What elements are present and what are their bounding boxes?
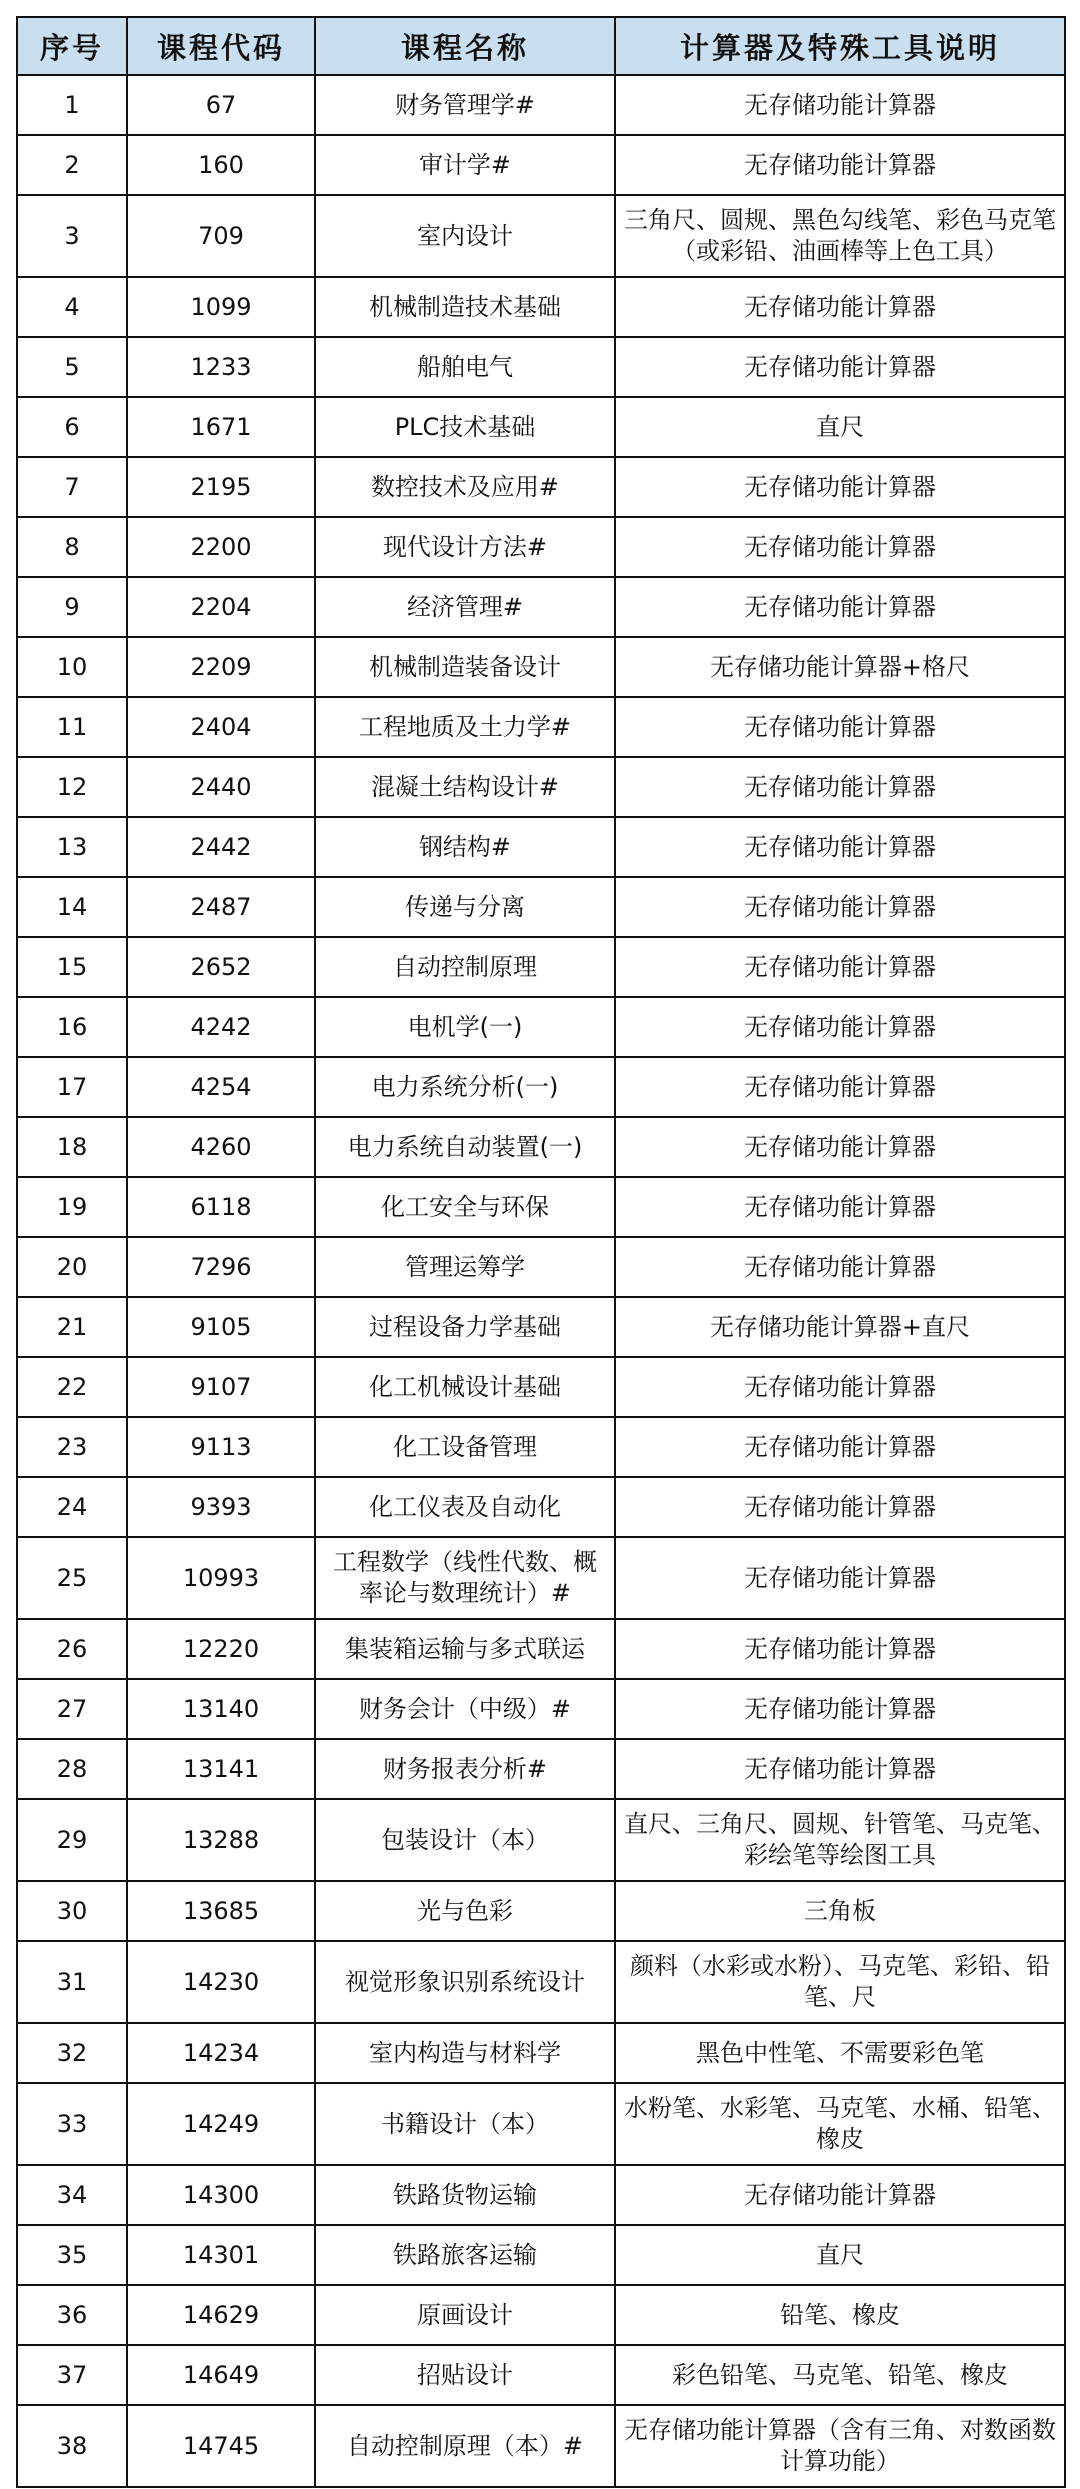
tools-cell: 无存储功能计算器 [615, 757, 1065, 817]
tools-cell: 无存储功能计算器+直尺 [615, 1297, 1065, 1357]
course-name-cell: 铁路货物运输 [315, 2165, 615, 2225]
table-row [17, 1537, 1065, 1619]
course-name-cell: 数控技术及应用# [315, 457, 615, 517]
serial-number-cell: 28 [17, 1739, 127, 1799]
tools-cell: 无存储功能计算器 [615, 1117, 1065, 1177]
course-code-cell: 13288 [127, 1799, 315, 1881]
table-row [17, 2083, 1065, 2165]
tools-cell: 无存储功能计算器+格尺 [615, 637, 1065, 697]
table-row [17, 2285, 1065, 2345]
serial-number-cell: 35 [17, 2225, 127, 2285]
table-row [17, 1881, 1065, 1941]
course-name-cell: 船舶电气 [315, 337, 615, 397]
serial-number-cell: 14 [17, 877, 127, 937]
tools-cell: 无存储功能计算器 [615, 1477, 1065, 1537]
tools-cell: 无存储功能计算器 [615, 457, 1065, 517]
serial-number-cell: 11 [17, 697, 127, 757]
table-row [17, 517, 1065, 577]
table-row [17, 1477, 1065, 1537]
tools-cell: 无存储功能计算器 [615, 1739, 1065, 1799]
course-name-cell: 电力系统分析(一) [315, 1057, 615, 1117]
table-row [17, 577, 1065, 637]
table-row [17, 997, 1065, 1057]
course-name-cell: 自动控制原理 [315, 937, 615, 997]
course-name-cell: 混凝土结构设计# [315, 757, 615, 817]
table-row [17, 2023, 1065, 2083]
table-row [17, 195, 1065, 277]
course-name-cell: 铁路旅客运输 [315, 2225, 615, 2285]
tools-cell: 黑色中性笔、不需要彩色笔 [615, 2023, 1065, 2083]
course-name-cell: 视觉形象识别系统设计 [315, 1941, 615, 2023]
course-name-cell: 审计学# [315, 135, 615, 195]
tools-cell: 无存储功能计算器 [615, 1679, 1065, 1739]
course-name-cell: 机械制造装备设计 [315, 637, 615, 697]
serial-number-cell: 36 [17, 2285, 127, 2345]
tools-cell: 无存储功能计算器（含有三角、对数函数计算功能） [615, 2405, 1065, 2487]
tools-cell: 无存储功能计算器 [615, 135, 1065, 195]
tools-cell: 无存储功能计算器 [615, 1357, 1065, 1417]
course-code-cell: 4254 [127, 1057, 315, 1117]
tools-cell: 无存储功能计算器 [615, 1057, 1065, 1117]
course-code-cell: 13685 [127, 1881, 315, 1941]
course-code-cell: 13140 [127, 1679, 315, 1739]
table-row [17, 1237, 1065, 1297]
course-name-cell: 工程数学（线性代数、概率论与数理统计）# [315, 1537, 615, 1619]
table-row [17, 1739, 1065, 1799]
tools-cell: 无存储功能计算器 [615, 2165, 1065, 2225]
course-code-cell: 2440 [127, 757, 315, 817]
course-name-cell: 化工安全与环保 [315, 1177, 615, 1237]
course-code-cell: 2652 [127, 937, 315, 997]
course-name-cell: 书籍设计（本） [315, 2083, 615, 2165]
table-row [17, 2225, 1065, 2285]
course-code-cell: 10993 [127, 1537, 315, 1619]
serial-number-cell: 15 [17, 937, 127, 997]
serial-number-cell: 1 [17, 75, 127, 135]
table-row [17, 637, 1065, 697]
tools-cell: 无存储功能计算器 [615, 937, 1065, 997]
course-name-cell: 机械制造技术基础 [315, 277, 615, 337]
header-serial-number: 序号 [17, 17, 127, 75]
serial-number-cell: 5 [17, 337, 127, 397]
serial-number-cell: 19 [17, 1177, 127, 1237]
course-name-cell: 招贴设计 [315, 2345, 615, 2405]
course-code-cell: 14230 [127, 1941, 315, 2023]
serial-number-cell: 31 [17, 1941, 127, 2023]
tools-cell: 无存储功能计算器 [615, 817, 1065, 877]
table-row [17, 1799, 1065, 1881]
course-name-cell: 传递与分离 [315, 877, 615, 937]
course-code-cell: 2442 [127, 817, 315, 877]
table-row [17, 135, 1065, 195]
table-row [17, 1177, 1065, 1237]
tools-cell: 无存储功能计算器 [615, 337, 1065, 397]
tools-cell: 无存储功能计算器 [615, 997, 1065, 1057]
serial-number-cell: 25 [17, 1537, 127, 1619]
course-name-cell: 过程设备力学基础 [315, 1297, 615, 1357]
table-row [17, 1357, 1065, 1417]
course-code-cell: 7296 [127, 1237, 315, 1297]
course-code-cell: 9113 [127, 1417, 315, 1477]
course-name-cell: 管理运筹学 [315, 1237, 615, 1297]
course-code-cell: 14649 [127, 2345, 315, 2405]
course-code-cell: 2209 [127, 637, 315, 697]
course-code-cell: 9393 [127, 1477, 315, 1537]
table-row [17, 1117, 1065, 1177]
serial-number-cell: 26 [17, 1619, 127, 1679]
course-code-cell: 1099 [127, 277, 315, 337]
course-code-cell: 4260 [127, 1117, 315, 1177]
tools-cell: 直尺、三角尺、圆规、针管笔、马克笔、彩绘笔等绘图工具 [615, 1799, 1065, 1881]
course-code-cell: 14745 [127, 2405, 315, 2487]
table-row [17, 75, 1065, 135]
serial-number-cell: 3 [17, 195, 127, 277]
course-name-cell: 化工机械设计基础 [315, 1357, 615, 1417]
table-row [17, 1297, 1065, 1357]
serial-number-cell: 7 [17, 457, 127, 517]
table-row [17, 937, 1065, 997]
course-name-cell: 自动控制原理（本）# [315, 2405, 615, 2487]
course-name-cell: 室内设计 [315, 195, 615, 277]
tools-cell: 无存储功能计算器 [615, 1619, 1065, 1679]
course-name-cell: 经济管理# [315, 577, 615, 637]
tools-cell: 三角板 [615, 1881, 1065, 1941]
serial-number-cell: 22 [17, 1357, 127, 1417]
course-name-cell: 包装设计（本） [315, 1799, 615, 1881]
serial-number-cell: 24 [17, 1477, 127, 1537]
tools-cell: 无存储功能计算器 [615, 1177, 1065, 1237]
course-name-cell: 化工设备管理 [315, 1417, 615, 1477]
course-name-cell: 化工仪表及自动化 [315, 1477, 615, 1537]
course-code-cell: 13141 [127, 1739, 315, 1799]
serial-number-cell: 34 [17, 2165, 127, 2225]
table-row [17, 277, 1065, 337]
header-course-code: 课程代码 [127, 17, 315, 75]
course-code-cell: 14300 [127, 2165, 315, 2225]
tools-cell: 无存储功能计算器 [615, 1417, 1065, 1477]
serial-number-cell: 21 [17, 1297, 127, 1357]
tools-cell: 铅笔、橡皮 [615, 2285, 1065, 2345]
serial-number-cell: 37 [17, 2345, 127, 2405]
course-code-cell: 67 [127, 75, 315, 135]
table-row [17, 757, 1065, 817]
course-name-cell: PLC技术基础 [315, 397, 615, 457]
serial-number-cell: 38 [17, 2405, 127, 2487]
serial-number-cell: 17 [17, 1057, 127, 1117]
serial-number-cell: 30 [17, 1881, 127, 1941]
table-row [17, 397, 1065, 457]
serial-number-cell: 23 [17, 1417, 127, 1477]
serial-number-cell: 4 [17, 277, 127, 337]
header-course-name: 课程名称 [315, 17, 615, 75]
serial-number-cell: 6 [17, 397, 127, 457]
serial-number-cell: 10 [17, 637, 127, 697]
tools-cell: 颜料（水彩或水粉）、马克笔、彩铅、铅笔、尺 [615, 1941, 1065, 2023]
course-code-cell: 2487 [127, 877, 315, 937]
course-code-cell: 6118 [127, 1177, 315, 1237]
course-code-cell: 2200 [127, 517, 315, 577]
serial-number-cell: 16 [17, 997, 127, 1057]
table-row [17, 697, 1065, 757]
course-code-cell: 4242 [127, 997, 315, 1057]
header-row [17, 17, 1065, 75]
tools-cell: 直尺 [615, 2225, 1065, 2285]
course-name-cell: 电机学(一) [315, 997, 615, 1057]
course-code-cell: 2195 [127, 457, 315, 517]
course-name-cell: 财务管理学# [315, 75, 615, 135]
table-row [17, 1057, 1065, 1117]
serial-number-cell: 12 [17, 757, 127, 817]
table-row [17, 457, 1065, 517]
serial-number-cell: 27 [17, 1679, 127, 1739]
course-code-cell: 9107 [127, 1357, 315, 1417]
course-name-cell: 现代设计方法# [315, 517, 615, 577]
table-row [17, 877, 1065, 937]
course-code-cell: 1233 [127, 337, 315, 397]
course-code-cell: 160 [127, 135, 315, 195]
tools-cell: 水粉笔、水彩笔、马克笔、水桶、铅笔、橡皮 [615, 2083, 1065, 2165]
table-row [17, 2345, 1065, 2405]
table-row [17, 2405, 1065, 2487]
header-tools-description: 计算器及特殊工具说明 [615, 17, 1065, 75]
table-header [17, 17, 1065, 75]
course-name-cell: 原画设计 [315, 2285, 615, 2345]
serial-number-cell: 20 [17, 1237, 127, 1297]
course-code-cell: 2204 [127, 577, 315, 637]
course-name-cell: 电力系统自动装置(一) [315, 1117, 615, 1177]
course-code-cell: 1671 [127, 397, 315, 457]
table-row [17, 1619, 1065, 1679]
table-row [17, 1679, 1065, 1739]
course-code-cell: 14629 [127, 2285, 315, 2345]
serial-number-cell: 33 [17, 2083, 127, 2165]
tools-cell: 无存储功能计算器 [615, 877, 1065, 937]
course-name-cell: 财务会计（中级）# [315, 1679, 615, 1739]
tools-cell: 无存储功能计算器 [615, 577, 1065, 637]
tools-cell: 无存储功能计算器 [615, 75, 1065, 135]
serial-number-cell: 13 [17, 817, 127, 877]
table-row [17, 817, 1065, 877]
serial-number-cell: 2 [17, 135, 127, 195]
course-code-cell: 14234 [127, 2023, 315, 2083]
serial-number-cell: 18 [17, 1117, 127, 1177]
tools-cell: 三角尺、圆规、黑色勾线笔、彩色马克笔（或彩铅、油画棒等上色工具） [615, 195, 1065, 277]
table-row [17, 2165, 1065, 2225]
tools-cell: 无存储功能计算器 [615, 277, 1065, 337]
course-name-cell: 工程地质及土力学# [315, 697, 615, 757]
exam-tools-table [16, 16, 1066, 2488]
course-name-cell: 钢结构# [315, 817, 615, 877]
table-row [17, 1417, 1065, 1477]
serial-number-cell: 8 [17, 517, 127, 577]
course-code-cell: 14249 [127, 2083, 315, 2165]
course-code-cell: 9105 [127, 1297, 315, 1357]
tools-cell: 无存储功能计算器 [615, 517, 1065, 577]
tools-cell: 无存储功能计算器 [615, 1237, 1065, 1297]
serial-number-cell: 9 [17, 577, 127, 637]
course-name-cell: 集装箱运输与多式联运 [315, 1619, 615, 1679]
course-name-cell: 光与色彩 [315, 1881, 615, 1941]
course-name-cell: 财务报表分析# [315, 1739, 615, 1799]
course-code-cell: 12220 [127, 1619, 315, 1679]
tools-cell: 无存储功能计算器 [615, 1537, 1065, 1619]
serial-number-cell: 29 [17, 1799, 127, 1881]
tools-cell: 直尺 [615, 397, 1065, 457]
tools-table-wrapper [16, 16, 1064, 2488]
course-code-cell: 14301 [127, 2225, 315, 2285]
serial-number-cell: 32 [17, 2023, 127, 2083]
course-code-cell: 709 [127, 195, 315, 277]
tools-cell: 无存储功能计算器 [615, 697, 1065, 757]
table-row [17, 1941, 1065, 2023]
course-code-cell: 2404 [127, 697, 315, 757]
course-name-cell: 室内构造与材料学 [315, 2023, 615, 2083]
table-row [17, 337, 1065, 397]
tools-cell: 彩色铅笔、马克笔、铅笔、橡皮 [615, 2345, 1065, 2405]
table-body [17, 75, 1065, 2487]
